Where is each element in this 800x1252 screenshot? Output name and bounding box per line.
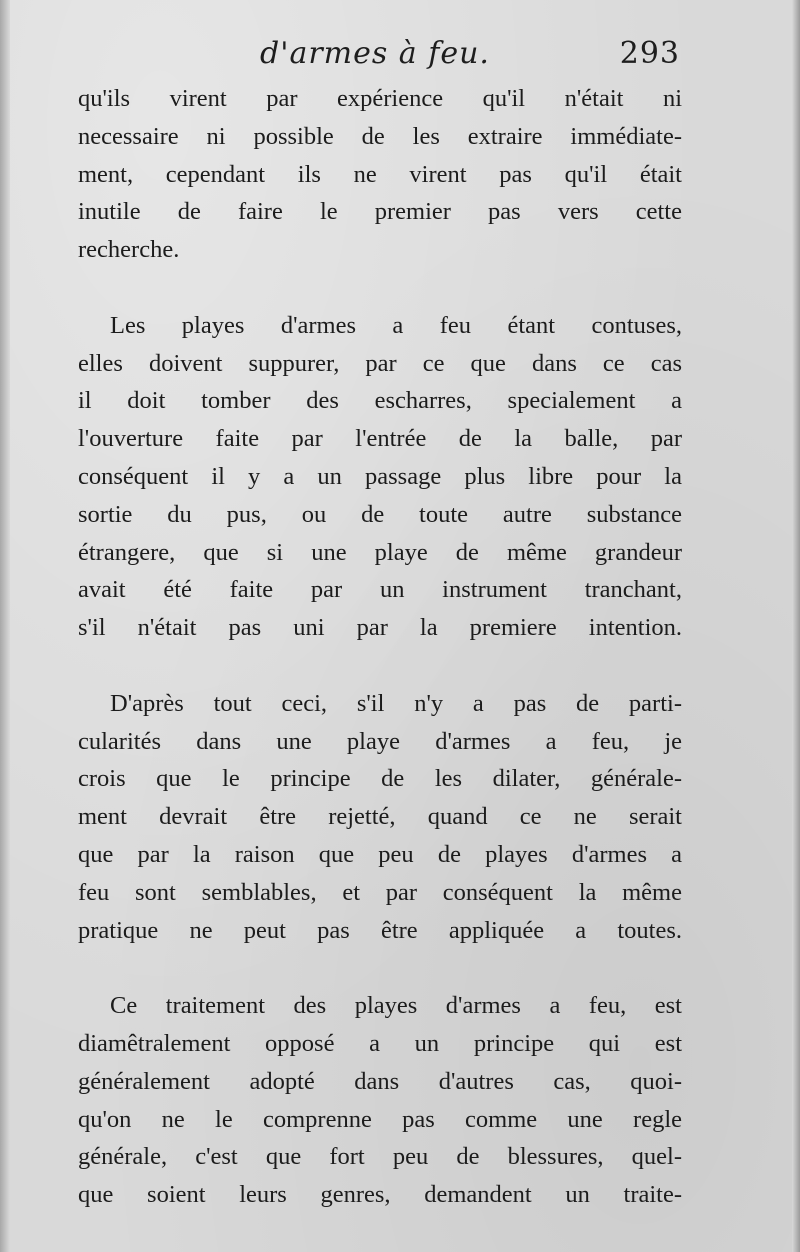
paragraph-spacer xyxy=(78,269,682,307)
text-line: qu'on ne le comprenne pas comme une regle xyxy=(78,1105,682,1133)
body-text xyxy=(78,80,682,1214)
text-line: conséquent il y a un passage plus libre pour la xyxy=(78,462,682,490)
text-line: que soient leurs genres, demandent un traite- xyxy=(78,1181,682,1209)
page-left-edge-shadow xyxy=(0,0,10,1252)
text-line: qu'ils virent par expérience qu'il n'était ni xyxy=(78,85,682,112)
text-line: D'après tout ceci, s'il n'y a pas de parti- xyxy=(110,689,682,717)
paragraph-spacer xyxy=(78,949,682,987)
text-line: l'ouverture faite par l'entrée de la balle, par xyxy=(78,425,682,453)
running-header xyxy=(80,36,680,80)
page-number: 293 xyxy=(619,36,680,71)
text-line: il doit tomber des escharres, specialement a xyxy=(78,387,682,415)
text-line: sortie du pus, ou de toute autre substance xyxy=(78,500,682,528)
text-line: elles doivent suppurer, par ce que dans ce cas xyxy=(78,349,682,377)
text-line: Ce traitement des playes d'armes a feu, est xyxy=(110,992,682,1020)
running-title: d'armes à feu. xyxy=(260,36,490,71)
text-line: diamêtralement opposé a un principe qui est xyxy=(78,1029,682,1057)
paragraph-2 xyxy=(78,307,682,647)
text-line: necessaire ni possible de les extraire immédiate- xyxy=(78,122,682,150)
paragraph-spacer xyxy=(78,647,682,685)
text-line: feu sont semblables, et par conséquent la même xyxy=(78,878,682,906)
text-line: ment devrait être rejetté, quand ce ne serait xyxy=(78,803,682,831)
text-line: s'il n'était pas uni par la premiere intention. xyxy=(78,614,682,642)
text-line: pratique ne peut pas être appliquée a toutes. xyxy=(78,916,682,944)
text-line: avait été faite par un instrument tranchant, xyxy=(78,576,682,604)
text-line: généralement adopté dans d'autres cas, quoi- xyxy=(78,1067,682,1095)
text-line: que par la raison que peu de playes d'armes a xyxy=(78,840,682,868)
text-line: cularités dans une playe d'armes a feu, je xyxy=(78,727,682,755)
text-line: étrangere, que si une playe de même grandeur xyxy=(78,538,682,566)
text-line: Les playes d'armes a feu étant contuses, xyxy=(110,311,682,339)
text-line: générale, c'est que fort peu de blessures, quel- xyxy=(78,1143,682,1171)
paragraph-1 xyxy=(78,80,682,269)
page-right-edge-shadow xyxy=(792,0,800,1252)
text-line: inutile de faire le premier pas vers cette xyxy=(78,198,682,226)
paragraph-3 xyxy=(78,685,682,950)
text-line: ment, cependant ils ne virent pas qu'il était xyxy=(78,160,682,188)
text-line: crois que le principe de les dilater, générale- xyxy=(78,765,682,793)
paragraph-4 xyxy=(78,987,682,1214)
text-line: recherche. xyxy=(78,236,180,264)
